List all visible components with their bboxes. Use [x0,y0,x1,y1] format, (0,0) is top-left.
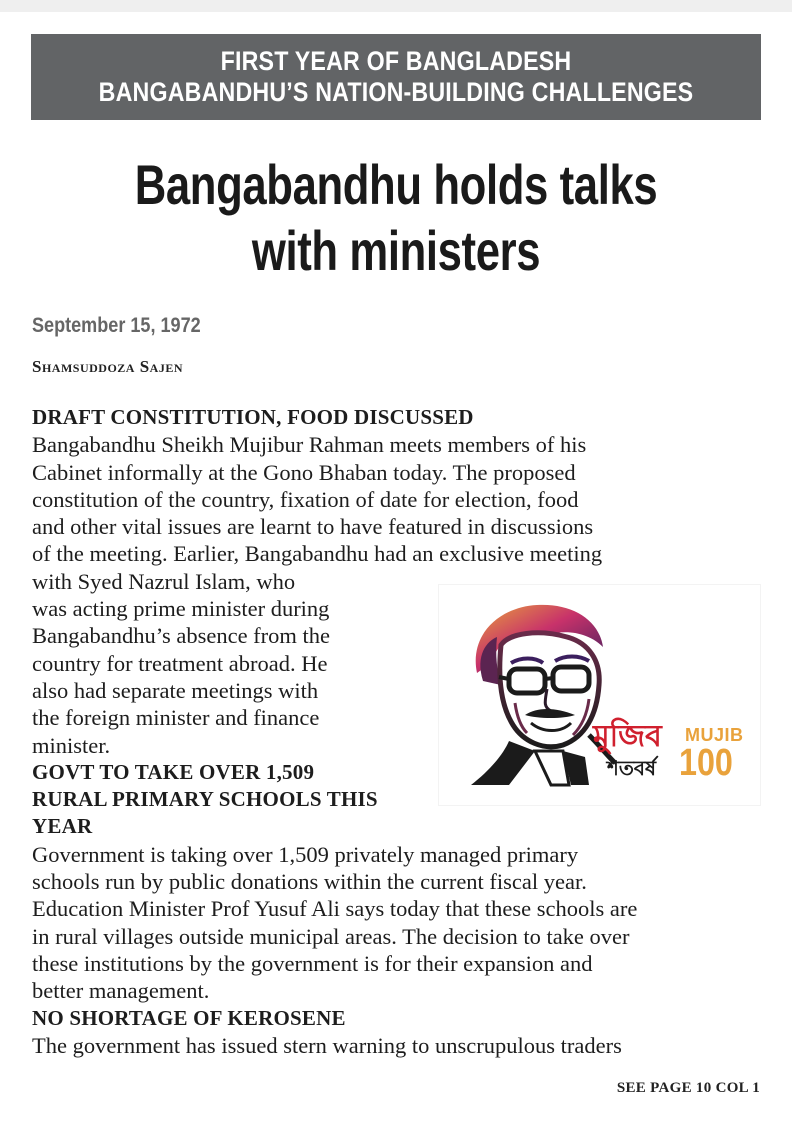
logo-100-text: 100 [679,742,733,784]
body-line: schools run by public donations within the current fiscal year. [32,869,587,895]
headline-line-1: Bangabandhu holds talks [134,153,658,216]
logo-bangla-bottom: শতবর্ষ [607,756,656,780]
headline-line-2: with ministers [251,219,541,282]
body-line: Education Minister Prof Yusuf Ali says today that these schools are [32,896,638,922]
body-line: minister. [32,732,111,758]
dateline: September 15, 1972 [32,314,201,337]
body-line: and other vital issues are learnt to have featured in discussions [32,514,594,540]
body-line: in rural villages outside municipal areas. The decision to take over [32,923,630,949]
body-line: was acting prime minister during [32,596,330,622]
body-line: The government has issued stern warning to unscrupulous traders [32,1032,622,1058]
body-line: with Syed Nazrul Islam, who [32,568,296,594]
body-line: Bangabandhu’s absence from the [32,623,331,649]
body-line: the foreign minister and finance [32,705,320,731]
headline [0,152,792,284]
logo-mujib-text: MUJIB [685,725,744,745]
body-line: constitution of the country, fixation of date for election, food [32,486,579,512]
body-line: Government is taking over 1,509 privately managed primary [32,841,579,867]
section-banner [31,34,761,120]
banner-line-2: BANGABANDHU’S NATION-BUILDING CHALLENGES [98,77,694,107]
logo-bangla-top: মুজিব [593,719,662,754]
body-line: Cabinet informally at the Gono Bhaban today. The proposed [32,459,576,485]
body-line: these institutions by the government is for their expansion and [32,950,593,976]
body-line: also had separate meetings with [32,677,319,703]
body-line: Bangabandhu Sheikh Mujibur Rahman meets members of his [32,432,587,458]
subheading-draft-constitution: DRAFT CONSTITUTION, FOOD DISCUSSED [32,405,474,429]
subheading-line: RURAL PRIMARY SCHOOLS THIS [32,787,378,812]
subheading-line: GOVT TO TAKE OVER 1,509 [32,759,315,784]
mujib-100-logo-image [439,585,760,805]
subheading-line: YEAR [32,814,93,839]
banner-line-1: FIRST YEAR OF BANGLADESH [220,46,572,76]
subheading-kerosene: NO SHORTAGE OF KEROSENE [32,1005,346,1030]
byline: Shamsuddoza Sajen [32,357,183,376]
body-line: country for treatment abroad. He [32,650,328,676]
see-page-reference: SEE PAGE 10 COL 1 [616,1080,760,1096]
body-line: of the meeting. Earlier, Bangabandhu had an exclusive meeting [32,541,603,567]
body-line: better management. [32,978,210,1004]
